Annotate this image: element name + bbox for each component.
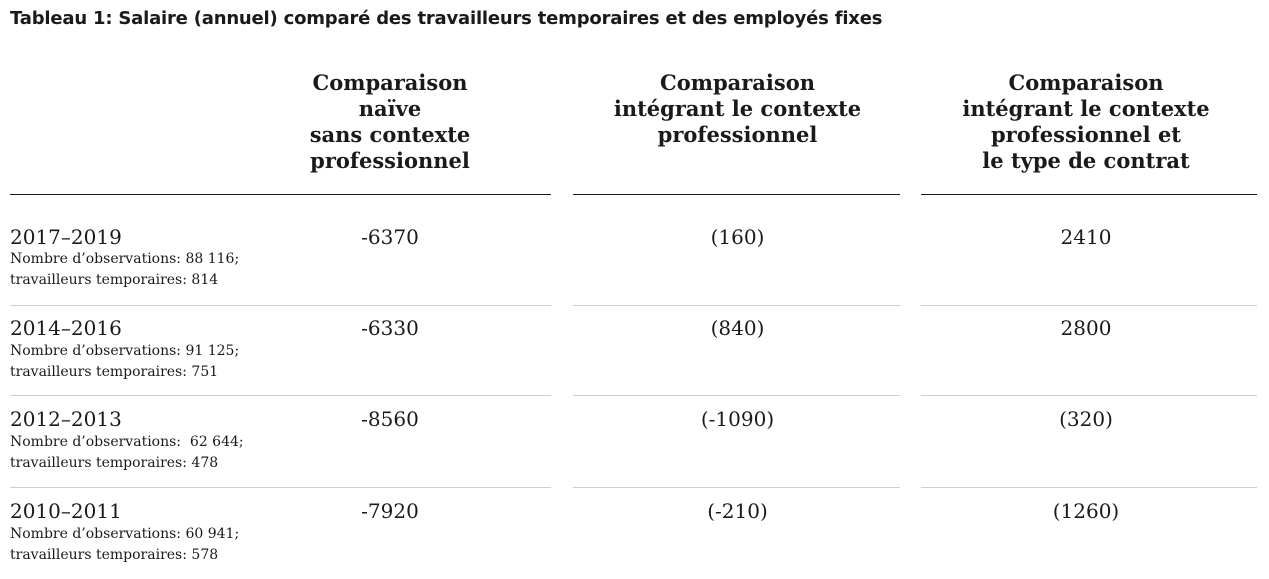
cell-naive: -7920 [361, 499, 419, 523]
cell-naive: -6330 [361, 316, 419, 340]
row-divider [10, 487, 551, 488]
row-observations: Nombre d’observations: 88 116; [10, 251, 240, 267]
row-observations: Nombre d’observations: 60 941; [10, 526, 240, 542]
column-header-contexte: Comparaison intégrant le contexte professionnel [613, 70, 862, 147]
row-observations: Nombre d’observations: 62 644; [10, 434, 244, 450]
cell-contexte: (160) [710, 225, 765, 249]
row-observations: Nombre d’observations: 91 125; [10, 343, 240, 359]
row-divider [921, 305, 1257, 306]
header-rule-2 [573, 194, 900, 195]
cell-contrat: 2410 [1060, 225, 1112, 249]
row-divider [573, 305, 900, 306]
row-divider [921, 395, 1257, 396]
cell-contrat: (320) [1059, 407, 1113, 431]
row-divider [10, 305, 551, 306]
row-divider [10, 395, 551, 396]
row-divider [921, 487, 1257, 488]
row-period: 2012–2013 [10, 407, 122, 431]
row-period: 2017–2019 [10, 225, 122, 249]
cell-naive: -8560 [361, 407, 419, 431]
cell-naive: -6370 [361, 225, 419, 249]
row-divider [573, 395, 900, 396]
row-temporaires: travailleurs temporaires: 751 [10, 364, 219, 380]
header-rule-3 [921, 194, 1257, 195]
table-title: Tableau 1: Salaire (annuel) comparé des travailleurs temporaires et des employés fixes [10, 8, 883, 29]
row-temporaires: travailleurs temporaires: 814 [10, 272, 219, 288]
cell-contrat: 2800 [1060, 316, 1112, 340]
row-period: 2010–2011 [10, 499, 122, 523]
cell-contexte: (840) [710, 316, 765, 340]
cell-contrat: (1260) [1052, 499, 1120, 523]
row-divider [573, 487, 900, 488]
header-rule-1 [10, 194, 551, 195]
column-header-contrat: Comparaison intégrant le contexte professionnel et le type de contrat [962, 70, 1210, 173]
column-header-naive: Comparaison naïve sans contexte professionnel [309, 70, 471, 173]
row-temporaires: travailleurs temporaires: 578 [10, 547, 219, 563]
row-period: 2014–2016 [10, 316, 122, 340]
cell-contexte: (-210) [707, 499, 768, 523]
cell-contexte: (-1090) [700, 407, 775, 431]
row-temporaires: travailleurs temporaires: 478 [10, 455, 219, 471]
